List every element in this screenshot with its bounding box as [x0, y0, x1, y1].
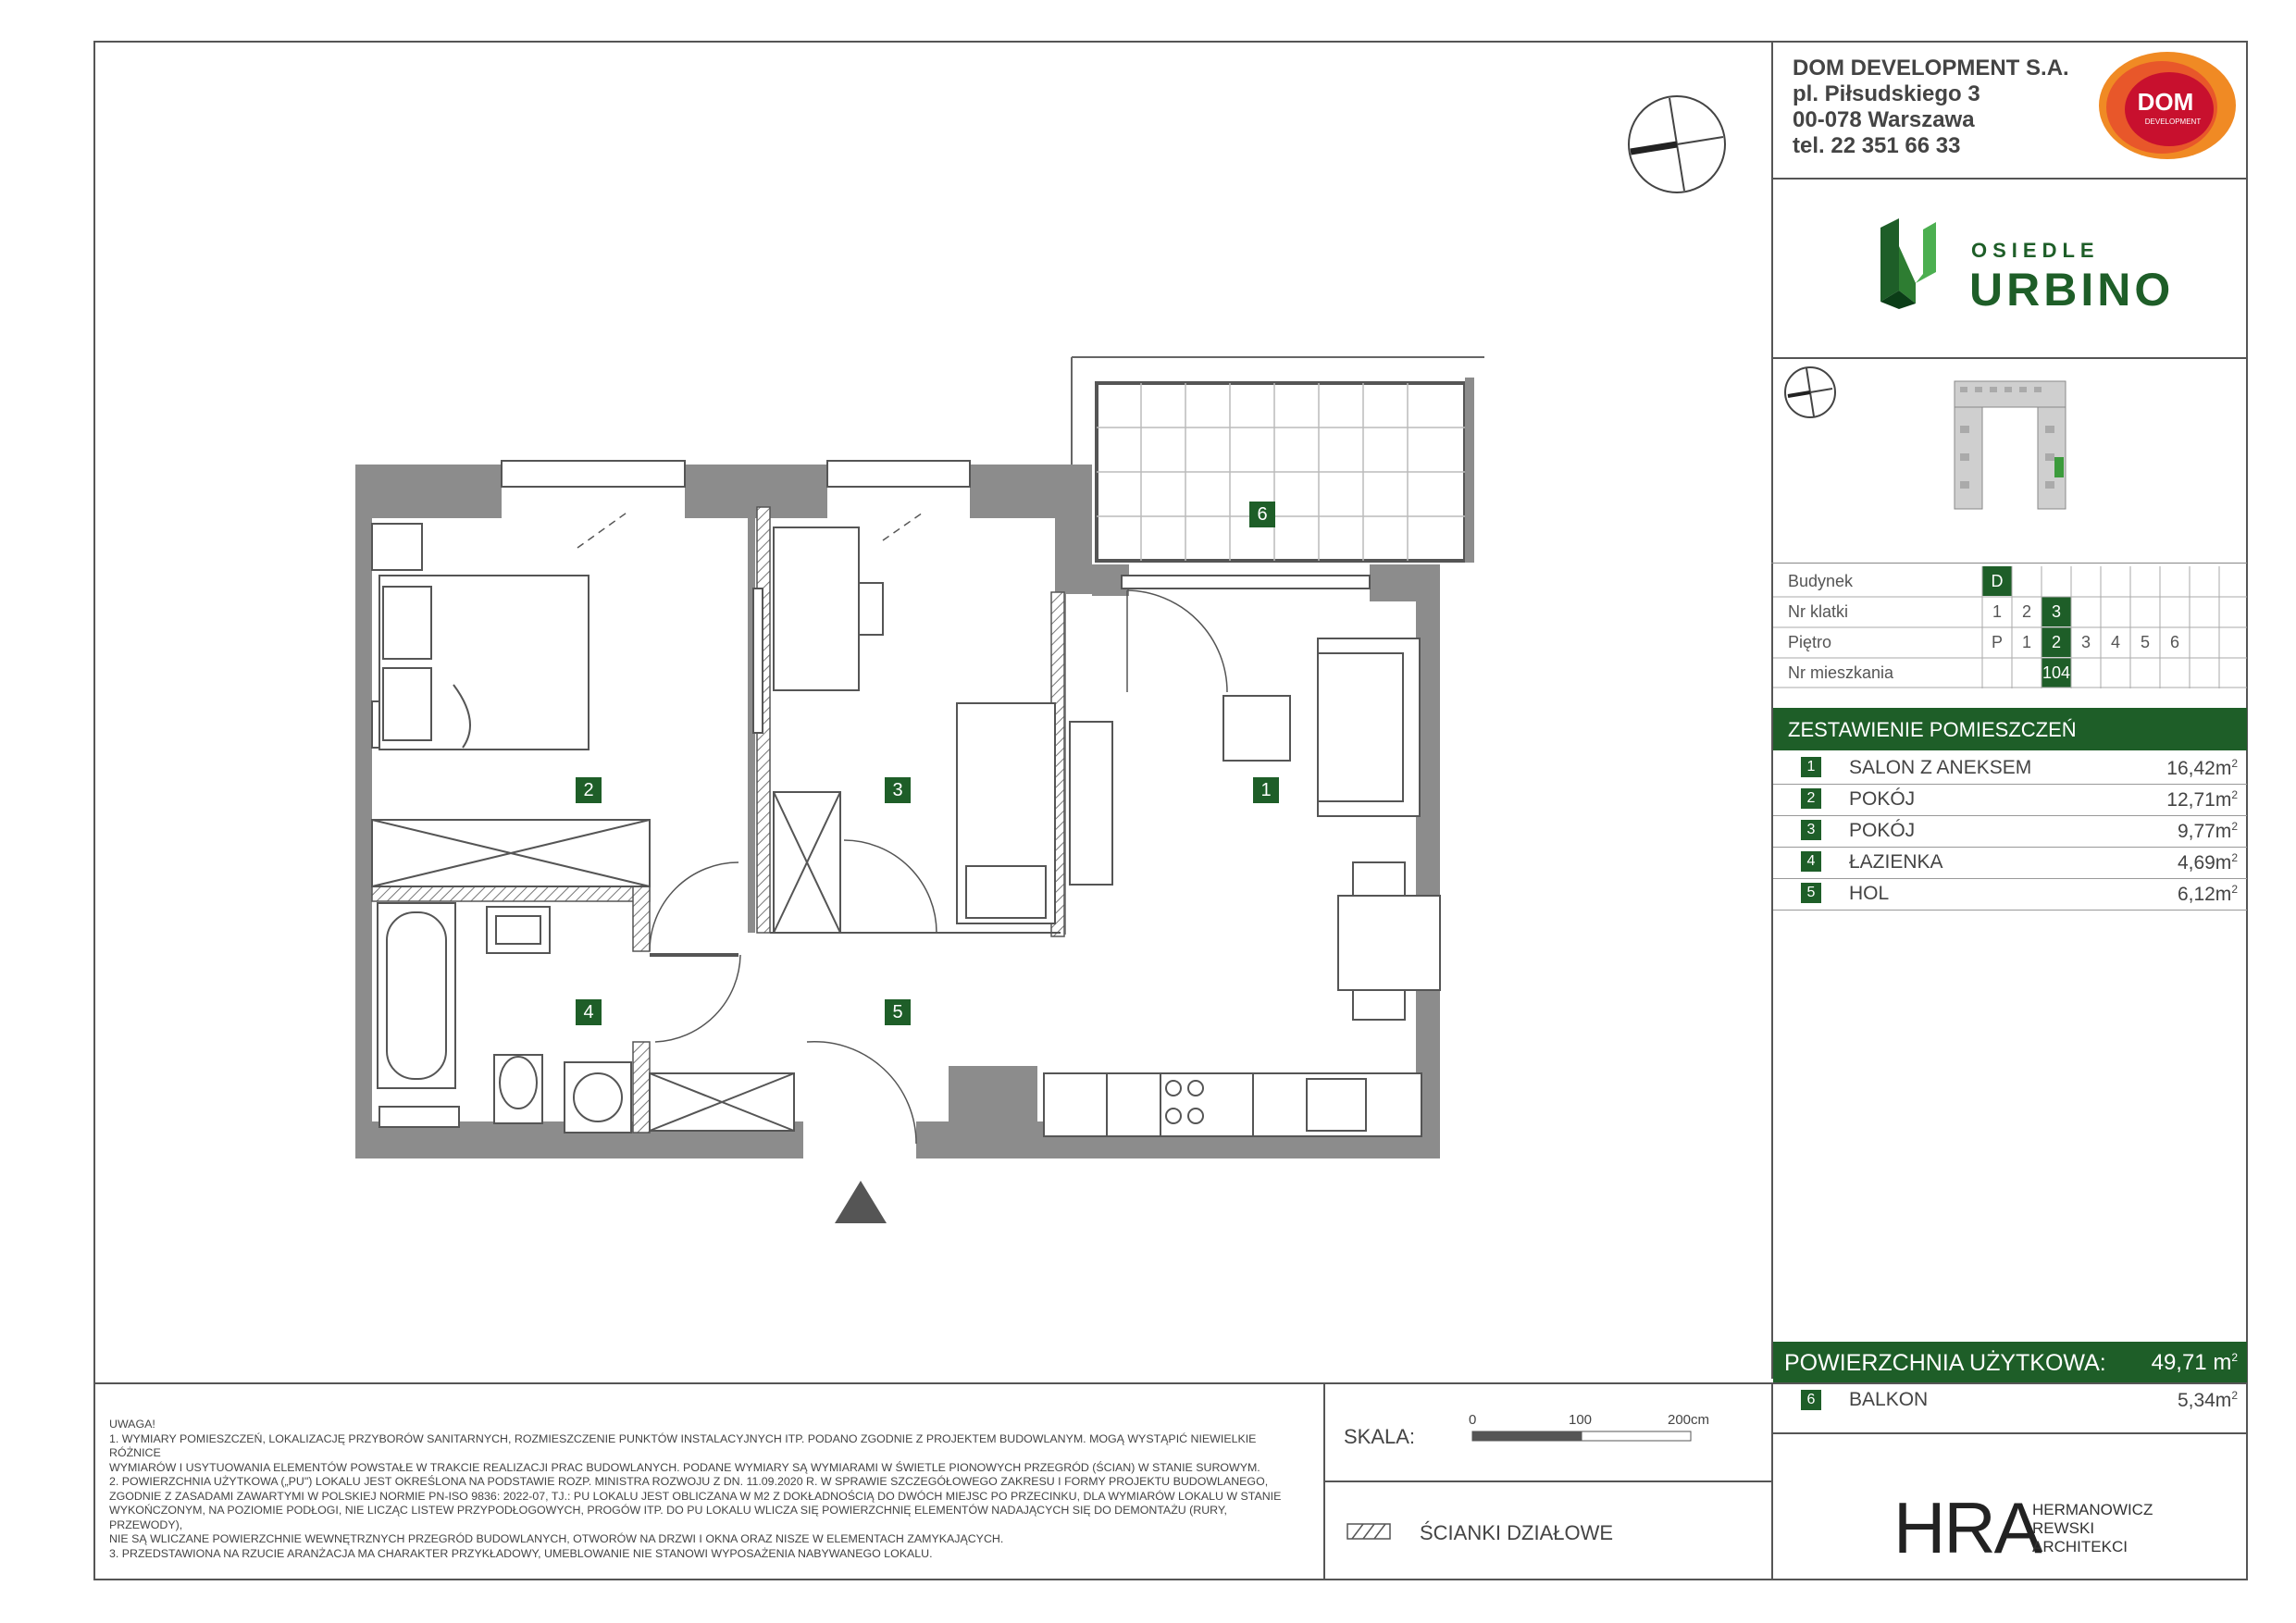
- total-area-value: 49,71 $m^2$: [2151, 1350, 2238, 1375]
- rooms-header: [1773, 708, 2247, 750]
- scale-bar: [1471, 1431, 1694, 1443]
- plan-label-3: 3: [885, 777, 911, 803]
- staircase-label: Nr klatki: [1788, 602, 1849, 621]
- notes-line: WYKOŃCZONYM, NA POZIOMIE PODŁOGI, NIE LICZĄC LISTEW PRZYPODŁOGOWYCH, PROGÓW ITP. DO PU LOKALU WLICZA SIĘ POWIERZCHNIĘ ELEMENTÓW NADAJĄCYCH SIĘ DO DEMONTAŻU (RURY, PRZEWODY),: [109, 1504, 1228, 1531]
- logo-subtext: DEVELOPMENT: [2144, 118, 2202, 126]
- plan-label-2: 2: [576, 777, 602, 803]
- plan-label-1: 1: [1253, 777, 1279, 803]
- company-city: 00-078 Warszawa: [1793, 107, 1975, 132]
- company-name: DOM DEVELOPMENT S.A.: [1793, 56, 2069, 81]
- compass-icon: [1625, 93, 1729, 196]
- footer-divider-h: [1323, 1481, 1771, 1482]
- room-row: [1773, 878, 2247, 911]
- apartment-label: Nr mieszkania: [1788, 663, 1894, 682]
- notes: [109, 1418, 1303, 1561]
- scale-tick-200: 200cm: [1668, 1412, 1710, 1428]
- room-num: 4: [1801, 851, 1821, 872]
- company-phone: tel. 22 351 66 33: [1793, 133, 1961, 158]
- dom-development-logo: [2097, 48, 2238, 163]
- header-divider: [1771, 178, 2247, 180]
- room-area: $9,77m^2$: [2177, 820, 2238, 842]
- total-area-label: POWIERZCHNIA UŻYTKOWA:: [1784, 1350, 2106, 1376]
- partition-legend-label: ŚCIANKI DZIAŁOWE: [1420, 1521, 1614, 1544]
- balcony-area: [1072, 355, 1484, 566]
- building-label: Budynek: [1788, 572, 1854, 590]
- project-prefix: OSIEDLE: [1971, 239, 2100, 262]
- logo-divider: [1771, 357, 2247, 359]
- company-info: [1793, 56, 2069, 159]
- building-value: D: [1982, 566, 2012, 596]
- notes-line: 1. WYMIARY POMIESZCZEŃ, LOKALIZACJĘ PRZYBORÓW SANITARNYCH, ROZMIESZCZENIE PUNKTÓW INSTALACYJNYCH ITP. PODANO ZGODNIE Z PROJEKTEM BUDOWLANYM. MOGĄ WYSTĄPIĆ NIEWIELKIE RÓŻNICE: [109, 1431, 1257, 1459]
- room-name: SALON Z ANEKSEM: [1849, 757, 2032, 778]
- plan-label-4: 4: [576, 999, 602, 1025]
- notes-line: 2. POWIERZCHNIA UŻYTKOWA („PU") LOKALU JEST OKREŚLONA NA PODSTAWIE ROZP. MINISTRA ROZWOJU Z DN. 11.09.2020 R. W SPRAWIE SZCZEGÓŁOWEGO ZAKRESU I FORMY PROJEKTU BUDOWLANEGO,: [109, 1475, 1269, 1488]
- notes-title: UWAGA!: [109, 1418, 155, 1431]
- plan-label-6: 6: [1249, 502, 1275, 527]
- scale-label: SKALA:: [1344, 1425, 1416, 1448]
- room-row: [1773, 815, 2247, 848]
- balcony-num: 6: [1801, 1390, 1821, 1410]
- room-name: ŁAZIENKA: [1849, 851, 1943, 873]
- room-num: 3: [1801, 820, 1821, 840]
- urbino-logo-mark: [1879, 218, 1943, 311]
- staircase-1: 1: [1992, 602, 2002, 621]
- room-area: $6,12m^2$: [2177, 883, 2238, 905]
- living-furniture: [1044, 638, 1440, 1136]
- floor-6: 6: [2169, 633, 2179, 651]
- staircase-3: 3: [2042, 597, 2071, 626]
- partition-legend-swatch: [1347, 1523, 1391, 1542]
- room-row: [1773, 784, 2247, 816]
- room-row: [1773, 752, 2247, 785]
- balcony-row: [1773, 1382, 2247, 1414]
- floor-5: 5: [2140, 633, 2150, 651]
- architect-line3: ARCHITEKCI: [2032, 1538, 2128, 1555]
- architect-line1: HERMANOWICZ: [2032, 1501, 2153, 1518]
- balcony-name: BALKON: [1849, 1389, 1929, 1410]
- floor-2: 2: [2042, 627, 2071, 657]
- room-name: POKÓJ: [1849, 788, 1916, 810]
- floor-p: P: [1991, 633, 2003, 651]
- info-table-grid: [1773, 566, 2247, 688]
- scale-tick-0: 0: [1469, 1412, 1477, 1428]
- room-area: $12,71m^2$: [2166, 788, 2238, 811]
- total-area-bar: [1773, 1342, 2247, 1382]
- floor-label: Piętro: [1788, 633, 1832, 651]
- floor-3: 3: [2080, 633, 2091, 651]
- floor-4: 4: [2110, 633, 2120, 651]
- notes-line: ZGODNIE Z ZASADAMI ZAWARTYMI W POLSKIEJ NORMIE PN-ISO 9836: 2022-07, TJ.: PU LOKALU JEST OBLICZANA W M2 Z DOKŁADNOŚCIĄ DO DWÓCH MIEJSC PO PRZECINKU, DLA WYMIARÓW LOKALU W STANIE: [109, 1489, 1282, 1503]
- room-num: 5: [1801, 883, 1821, 903]
- project-name: URBINO: [1969, 264, 2175, 316]
- apartment-value: 104: [2042, 658, 2071, 688]
- plan-label-5: 5: [885, 999, 911, 1025]
- room-area: $16,42m^2$: [2166, 757, 2238, 779]
- architect-logo: HRA: [1893, 1487, 2041, 1568]
- logo-text: DOM: [2137, 88, 2194, 116]
- notes-line: NIE SĄ WLICZANE POWIERZCHNIE WEWNĘTRZNYCH PRZEGRÓD BUDOWLANYCH, OTWORÓW NA DRZWI I OKNA ORAZ NISZE W ELEMENTACH ZAMYKAJĄCYCH.: [109, 1532, 1004, 1545]
- notes-line: WYMIARÓW I USYTUOWANIA ELEMENTÓW POWSTAŁE W TRAKCIE REALIZACJI PRAC BUDOWLANYCH. PODANE WYMIARY SĄ WYMIARAMI W ŚWIETLE PIONOWYCH PRZEGRÓD (ŚCIAN) W STANIE SUROWYM.: [109, 1460, 1260, 1474]
- entrance-arrow-icon: [835, 1181, 887, 1223]
- scale-tick-100: 100: [1569, 1412, 1593, 1428]
- bedroom-furniture: [372, 524, 650, 886]
- floor-plan: [352, 352, 1499, 1240]
- rooms-header-label: ZESTAWIENIE POMIESZCZEŃ: [1788, 718, 2077, 741]
- architect-line2: REWSKI: [2032, 1519, 2095, 1537]
- compass-small-icon: [1782, 365, 1838, 420]
- room-num: 2: [1801, 788, 1821, 809]
- info-top-line: [1771, 563, 2247, 564]
- footer-divider-h2: [1771, 1432, 2247, 1434]
- floor-1: 1: [2021, 633, 2031, 651]
- room-name: POKÓJ: [1849, 820, 1916, 841]
- room-area: $4,69m^2$: [2177, 851, 2238, 873]
- balcony-area: $5,34m^2$: [2177, 1389, 2238, 1411]
- room-name: HOL: [1849, 883, 1890, 904]
- site-plan-thumbnail: [1951, 379, 2090, 518]
- room-row: [1773, 847, 2247, 879]
- room-num: 1: [1801, 757, 1821, 777]
- doors: [577, 511, 1227, 1144]
- architect-names: [2032, 1501, 2153, 1556]
- notes-line: 3. PRZEDSTAWIONA NA RZUCIE ARANŻACJA MA CHARAKTER PRZYKŁADOWY, UMEBLOWANIE NIE STANOWI WYPOSAŻENIA NABYWANEGO LOKALU.: [109, 1546, 933, 1560]
- company-street: pl. Piłsudskiego 3: [1793, 81, 1980, 106]
- staircase-2: 2: [2021, 602, 2031, 621]
